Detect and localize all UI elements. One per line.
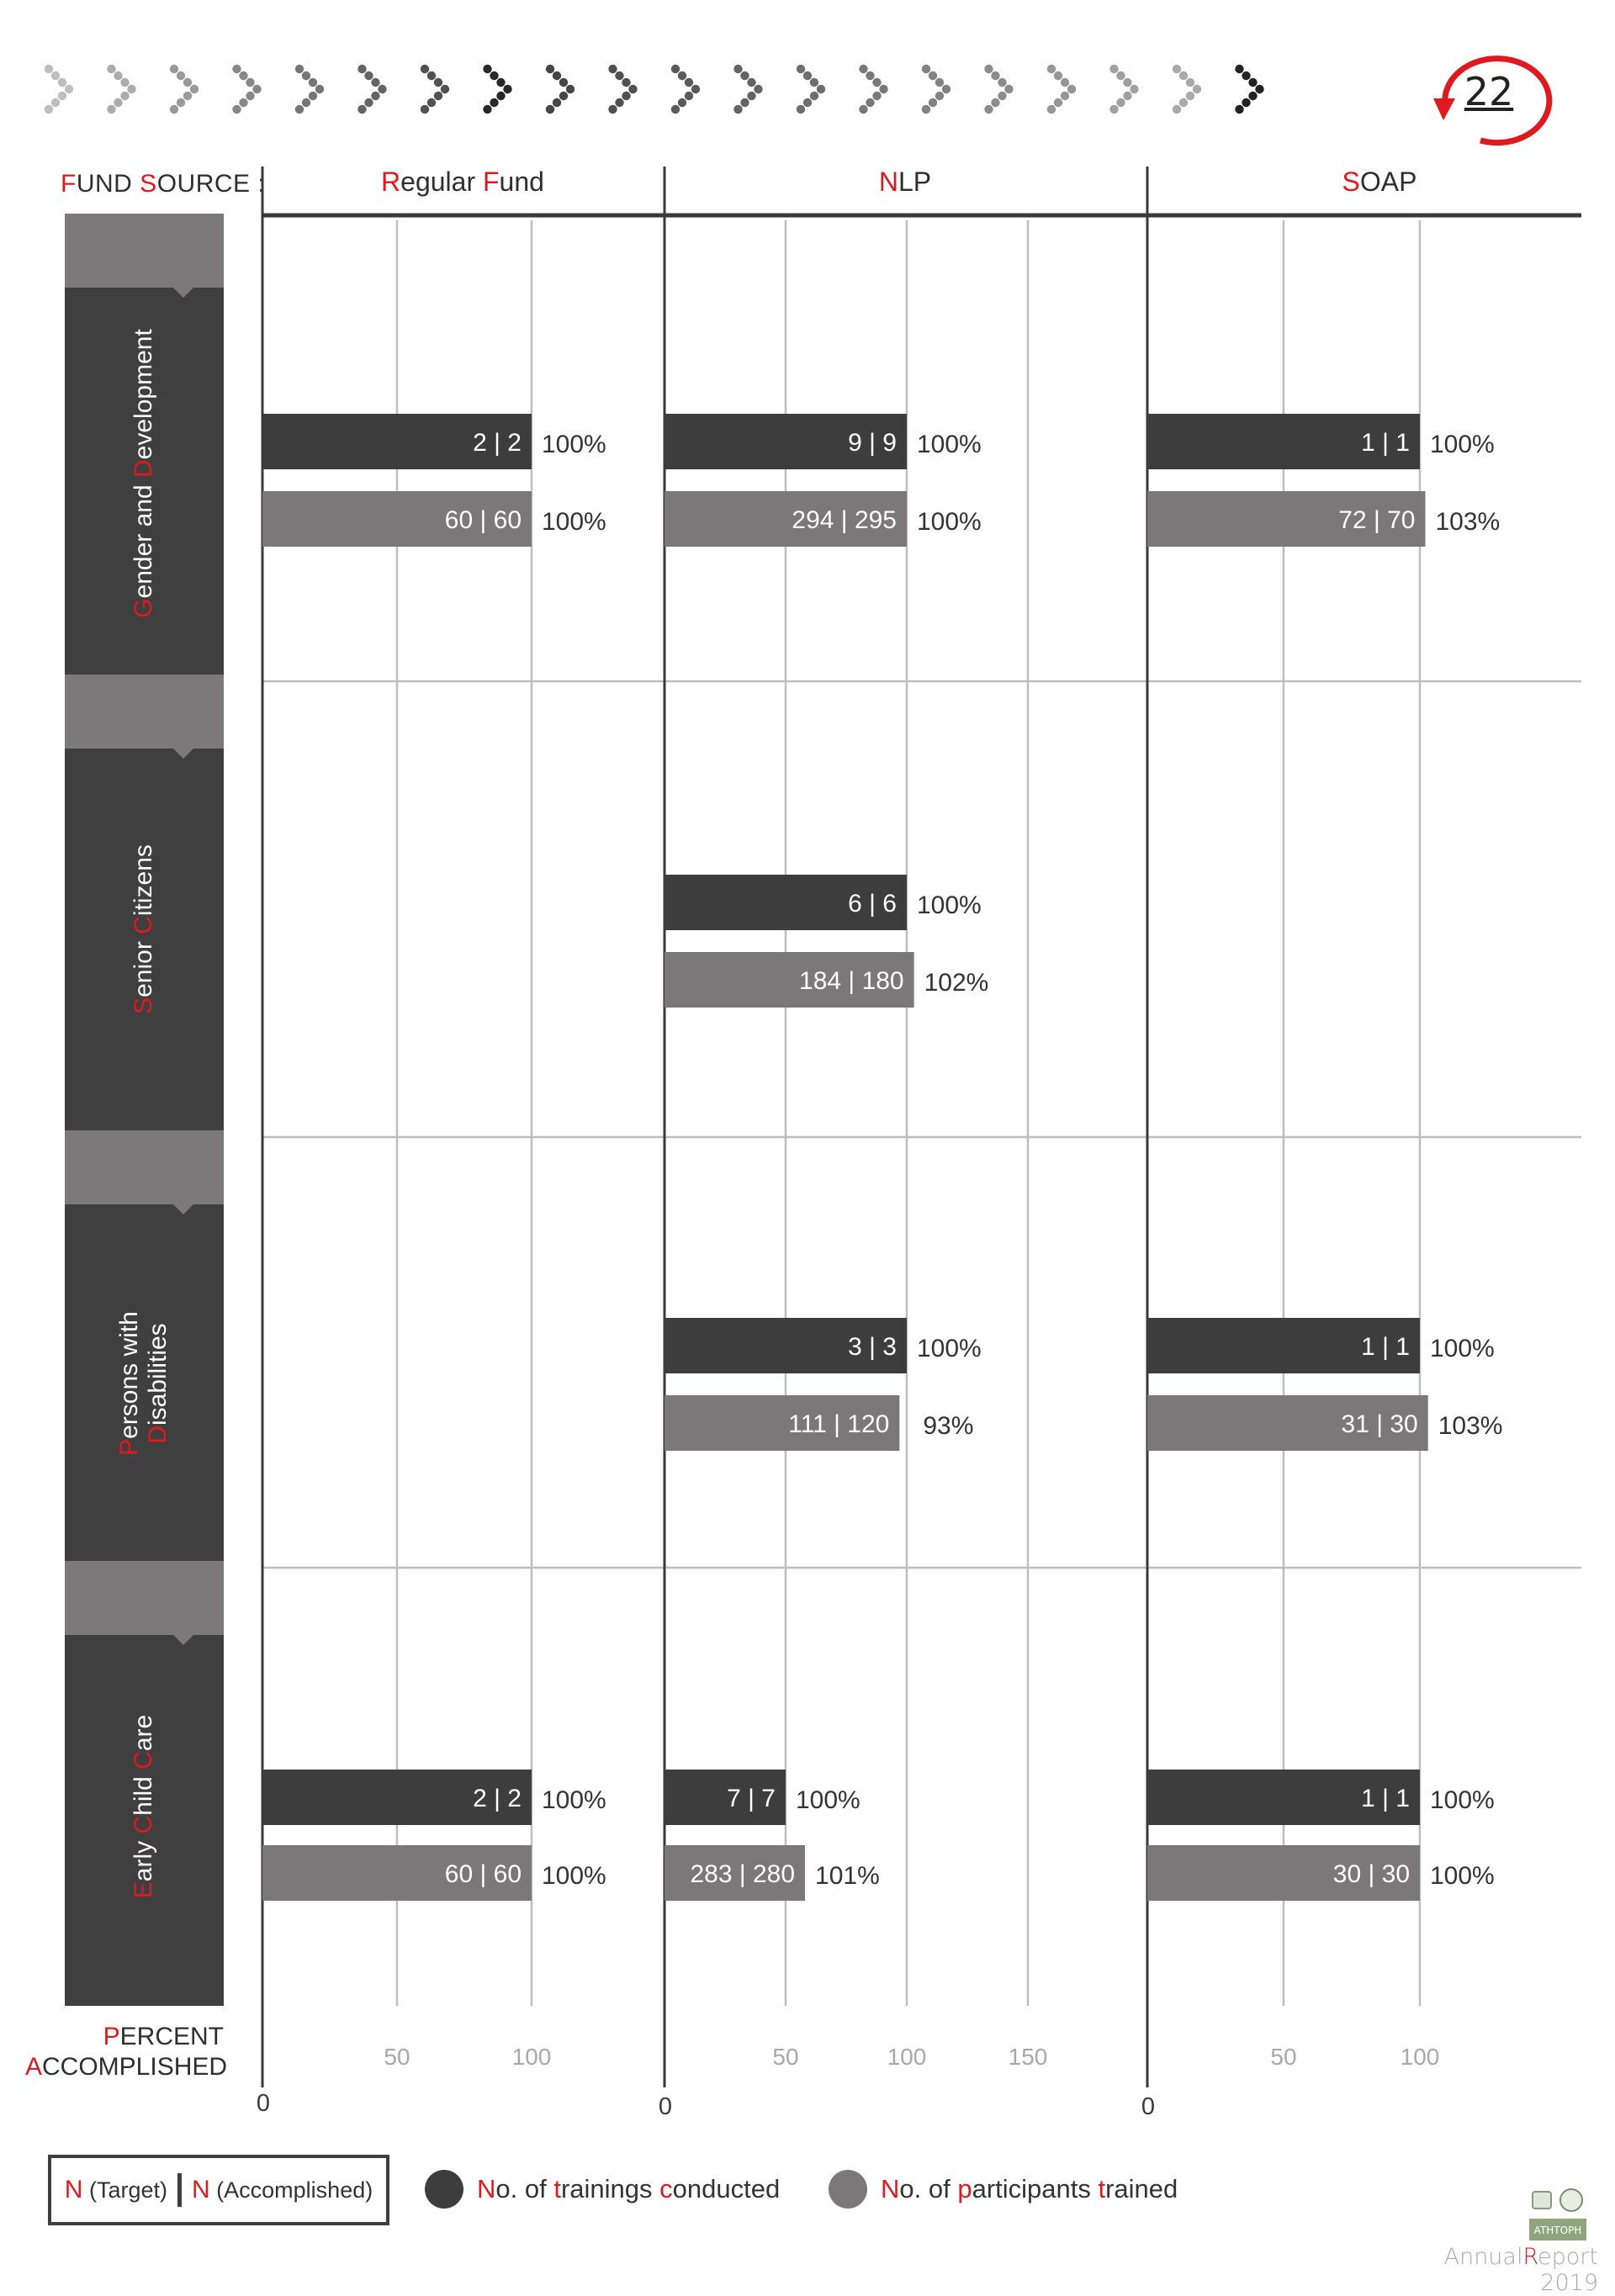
x-tick-label-zero: 0 — [1141, 2093, 1156, 2120]
bar-value-label: 283 | 280 — [690, 1860, 796, 1888]
bar-value-label: 31 | 30 — [1341, 1410, 1418, 1438]
category-label: Senior Citizens — [130, 844, 157, 1014]
bar-value-label: 3 | 3 — [848, 1333, 897, 1361]
category-tab — [65, 214, 224, 288]
bar-value-label: 111 | 120 — [788, 1410, 890, 1438]
x-tick-label: 50 — [384, 2044, 410, 2070]
legend-trainings: No. of trainings conducted — [425, 2170, 780, 2209]
category-label: Gender and Development — [130, 329, 157, 618]
x-tick-label: 150 — [1008, 2044, 1048, 2070]
bar-percent-label: 100% — [1430, 1786, 1495, 1814]
percent-accomplished-label: PERCENT ACCOMPLISHED — [25, 2023, 228, 2081]
bar-percent-label: 100% — [796, 1786, 860, 1814]
bar-value-label: 184 | 180 — [799, 967, 904, 995]
bar-percent-label: 101% — [815, 1862, 880, 1890]
bar-value-label: 9 | 9 — [848, 429, 897, 457]
bar-percent-label: 100% — [917, 891, 982, 919]
x-tick-label-zero: 0 — [658, 2093, 673, 2120]
bar-value-label: 72 | 70 — [1338, 506, 1416, 534]
column-header-regular-fund: Regular Fund — [381, 167, 544, 197]
x-tick-label: 100 — [511, 2044, 552, 2070]
legend-participants: No. of participants trained — [829, 2170, 1178, 2209]
bar-value-label: 2 | 2 — [473, 429, 522, 457]
annual-report-footer: AnnualReport 2019 — [1443, 2244, 1598, 2296]
bar-percent-label: 102% — [924, 969, 989, 997]
organization-logo — [1524, 2183, 1591, 2251]
x-tick-label: 100 — [887, 2044, 927, 2070]
legend-target-accomplished: N (Target) N (Accomplished) — [48, 2155, 389, 2225]
bar-value-label: 30 | 30 — [1332, 1860, 1410, 1888]
bar-value-label: 1 | 1 — [1361, 429, 1410, 457]
column-header-nlp: NLP — [878, 167, 932, 197]
bar-value-label: 1 | 1 — [1361, 1785, 1410, 1812]
fund-source-label: FUND SOURCE : — [61, 170, 266, 198]
bar-value-label: 7 | 7 — [727, 1785, 776, 1812]
x-tick-label: 100 — [1400, 2044, 1440, 2070]
page-number: 22 — [1464, 69, 1514, 114]
bar-percent-label: 93% — [923, 1412, 974, 1440]
bar-percent-label: 100% — [542, 1786, 606, 1814]
category-tab — [65, 1561, 224, 1635]
x-tick-label: 50 — [772, 2044, 799, 2070]
bar-percent-label: 100% — [917, 431, 982, 458]
bar-percent-label: 100% — [1430, 1862, 1495, 1890]
bar-percent-label: 100% — [917, 508, 982, 536]
legend-dark-dot-icon — [425, 2170, 463, 2209]
bar-value-label: 2 | 2 — [473, 1785, 522, 1812]
bar-value-label: 60 | 60 — [444, 1860, 522, 1888]
bar-percent-label: 103% — [1435, 508, 1501, 536]
bar-percent-label: 100% — [1430, 431, 1495, 458]
category-label: Early Child Care — [130, 1714, 157, 1899]
category-tab — [65, 675, 224, 749]
svg-text:ATHTOPH: ATHTOPH — [1533, 2225, 1582, 2236]
bar-percent-label: 100% — [542, 1862, 606, 1890]
x-tick-label: 50 — [1270, 2044, 1297, 2070]
category-tab — [65, 1130, 224, 1204]
bar-value-label: 60 | 60 — [444, 506, 522, 534]
bar-percent-label: 100% — [542, 508, 606, 536]
bar-percent-label: 100% — [1430, 1335, 1495, 1362]
x-tick-label-zero: 0 — [256, 2090, 271, 2117]
column-header-soap: SOAP — [1342, 167, 1417, 197]
bar-value-label: 6 | 6 — [848, 890, 897, 918]
bar-value-label: 1 | 1 — [1361, 1333, 1410, 1361]
bar-percent-label: 100% — [917, 1335, 982, 1362]
category-label: Persons with Disabilities — [115, 1311, 172, 1456]
legend-gray-dot-icon — [829, 2170, 867, 2209]
bar-percent-label: 103% — [1438, 1412, 1503, 1440]
bar-percent-label: 100% — [542, 431, 606, 458]
bar-value-label: 294 | 295 — [792, 506, 897, 534]
